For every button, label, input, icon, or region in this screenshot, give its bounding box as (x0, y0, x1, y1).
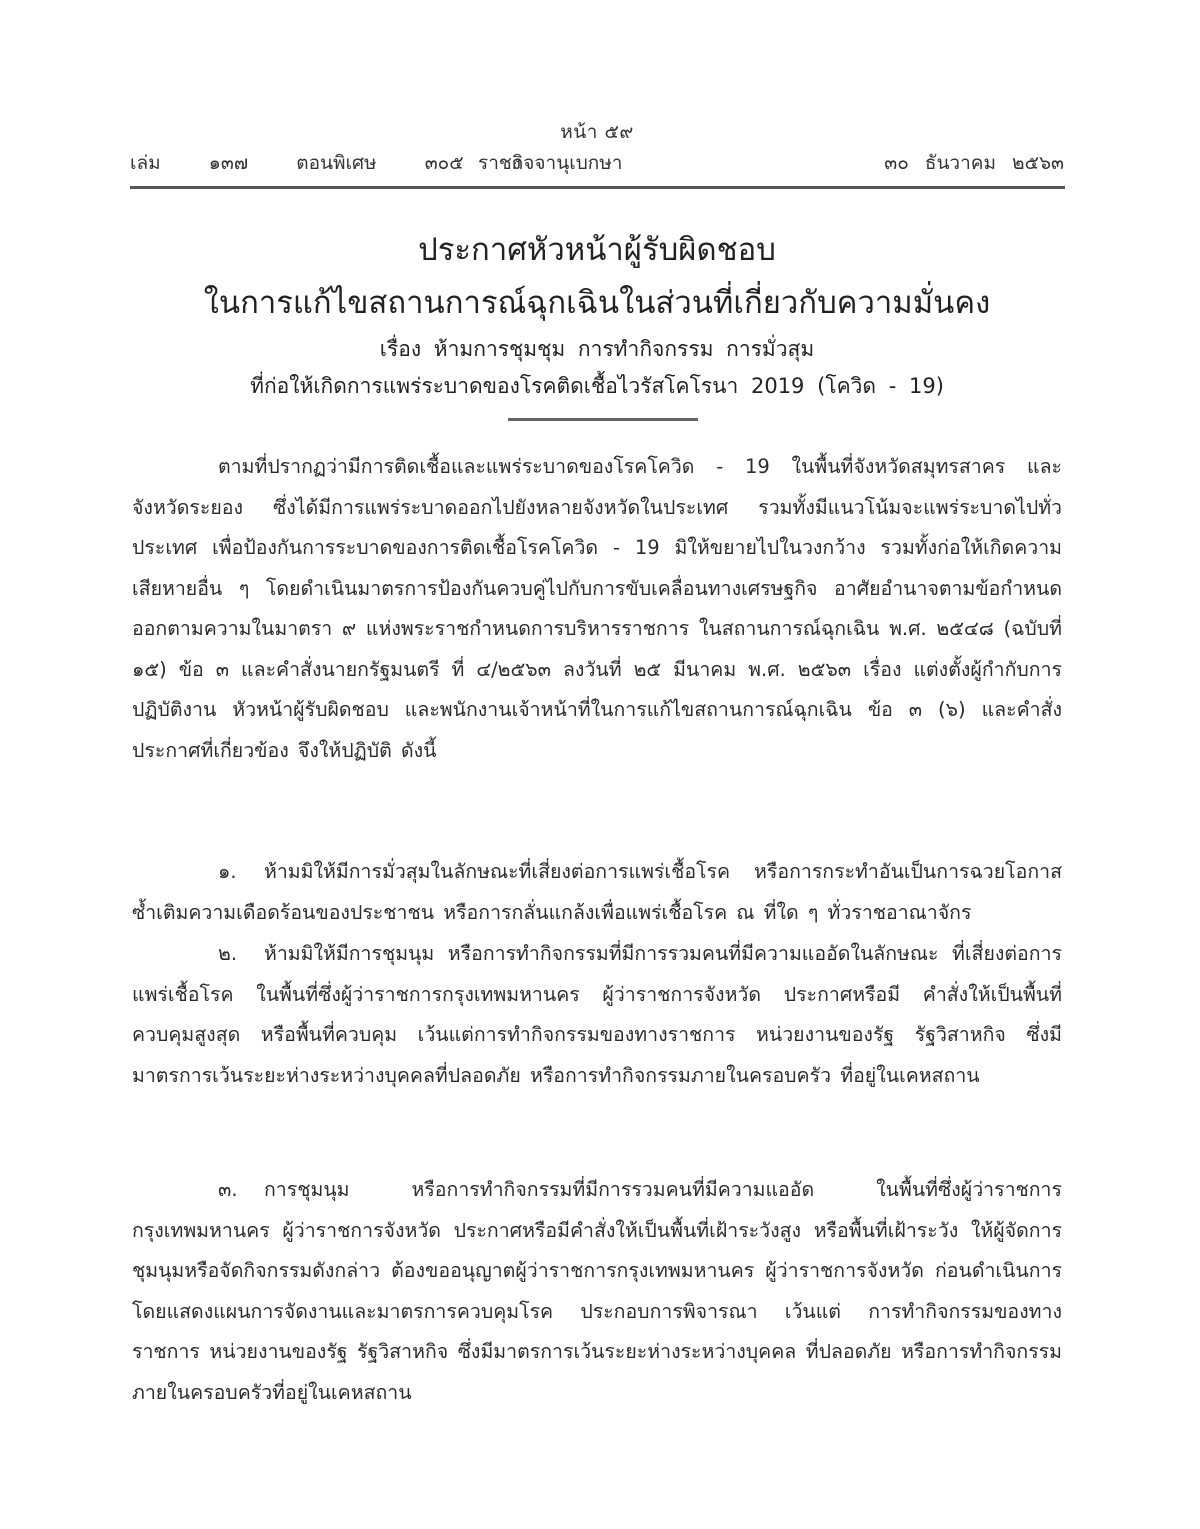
clause-number: ๒. (218, 942, 238, 965)
clause-1 (132, 852, 1062, 933)
page-number: หน้า ๕๙ (560, 121, 634, 143)
announcement-title-line2: ในการแก้ไขสถานการณ์ฉุกเฉินในส่วนที่เกี่ยวกับความมั่นคง (203, 285, 991, 321)
title-divider (508, 418, 698, 421)
publication-date: ๓๐ ธันวาคม ๒๕๖๓ (884, 152, 1064, 174)
clause-number: ๑. (218, 860, 237, 883)
gazette-header (130, 148, 1064, 178)
publication-name: ราชกิจจานุเบกษา (478, 152, 623, 174)
announcement-title: ประกาศหัวหน้าผู้รับผิดชอบ (418, 232, 776, 268)
clause-text: ห้ามมิให้มีการมั่วสุมในลักษณะที่เสี่ยงต่อการแพร่เชื้อโรค หรือการกระทำอันเป็นการฉวยโอกาส ซ้ำเติมความเดือดร้อนของประชาชน หรือการกลั่นแกล้งเพื่อแพร่เชื้อโรค ณ ที่ใด ๆ ทั่วราชอาณาจักร (132, 860, 1062, 924)
clause-text: ห้ามมิให้มีการชุมนุม หรือการทำกิจกรรมที่มีการรวมคนที่มีความแออัดในลักษณะ ที่เสี่ยงต่อการแพร่เชื้อโรค ในพื้นที่ซึ่งผู้ว่าราชการกรุงเทพมหานคร ผู้ว่าราชการจังหวัด ประกาศหรือมี คำสั่งให้เป็นพื้นที่ควบคุมสูงสุด หรือพื้นที่ควบคุม เว้นแต่การทำกิจกรรมของทางราชการ หน่วยงานของรัฐ รัฐวิสาหกิจ ซึ่งมีมาตรการเว้นระยะห่างระหว่างบุคคลที่ปลอดภัย หรือการทำกิจกรรมภายในครอบครัว ที่อยู่ในเคหสถาน (132, 942, 1062, 1087)
header-rule (130, 186, 1065, 189)
clause-number: ๓. (218, 1178, 238, 1201)
volume-issue: เล่ม ๑๓๗ ตอนพิเศษ ๓๐๕ ง (130, 152, 522, 174)
preamble-paragraph: ตามที่ปรากฏว่ามีการติดเชื้อและแพร่ระบาดของโรคโควิด - 19 ในพื้นที่จังหวัดสมุทรสาคร และจังหวัดระยอง ซึ่งได้มีการแพร่ระบาดออกไปยังหลายจังหวัดในประเทศ รวมทั้งมีแนวโน้มจะแพร่ระบาดไปทั่วประเทศ เพื่อป้องกันการระบาดของการติดเชื้อโรคโควิด - 19 มิให้ขยายไปในวงกว้าง รวมทั้งก่อให้เกิดความเสียหายอื่น ๆ โดยดำเนินมาตรการป้องกันควบคู่ไปกับการขับเคลื่อนทางเศรษฐกิจ อาศัยอำนาจตามข้อกำหนดออกตามความในมาตรา ๙ แห่งพระราชกำหนดการบริหารราชการ ในสถานการณ์ฉุกเฉิน พ.ศ. ๒๕๔๘ (ฉบับที่ ๑๕) ข้อ ๓ และคำสั่งนายกรัฐมนตรี ที่ ๔/๒๕๖๓ ลงวันที่ ๒๕ มีนาคม พ.ศ. ๒๕๖๓ เรื่อง แต่งตั้งผู้กำกับการปฏิบัติงาน หัวหน้าผู้รับผิดชอบ และพนักงานเจ้าหน้าที่ในการแก้ไขสถานการณ์ฉุกเฉิน ข้อ ๓ (๖) และคำสั่ง ประกาศที่เกี่ยวข้อง จึงให้ปฏิบัติ ดังนี้ (132, 455, 1062, 762)
subject-line: เรื่อง ห้ามการชุมชุม การทำกิจกรรม การมั่วสุม (379, 337, 815, 361)
subject-line2: ที่ก่อให้เกิดการแพร่ระบาดของโรคติดเชื้อไวรัสโคโรนา 2019 (โควิด - 19) (250, 374, 944, 398)
clause-3 (132, 1170, 1062, 1413)
clause-text: การชุมนุม หรือการทำกิจกรรมที่มีการรวมคนที่มีความแออัด ในพื้นที่ซึ่งผู้ว่าราชการ กรุงเทพมหานคร ผู้ว่าราชการจังหวัด ประกาศหรือมีคำสั่งให้เป็นพื้นที่เฝ้าระวังสูง หรือพื้นที่เฝ้าระวัง ให้ผู้จัดการชุมนุมหรือจัดกิจกรรมดังกล่าว ต้องขออนุญาตผู้ว่าราชการกรุงเทพมหานคร ผู้ว่าราชการจังหวัด ก่อนดำเนินการ โดยแสดงแผนการจัดงานและมาตรการควบคุมโรค ประกอบการพิจารณา เว้นแต่ การทำกิจกรรมของทางราชการ หน่วยงานของรัฐ รัฐวิสาหกิจ ซึ่งมีมาตรการเว้นระยะห่างระหว่างบุคคล ที่ปลอดภัย หรือการทำกิจกรรมภายในครอบครัวที่อยู่ในเคหสถาน (132, 1178, 1062, 1404)
clause-2 (132, 934, 1062, 1096)
